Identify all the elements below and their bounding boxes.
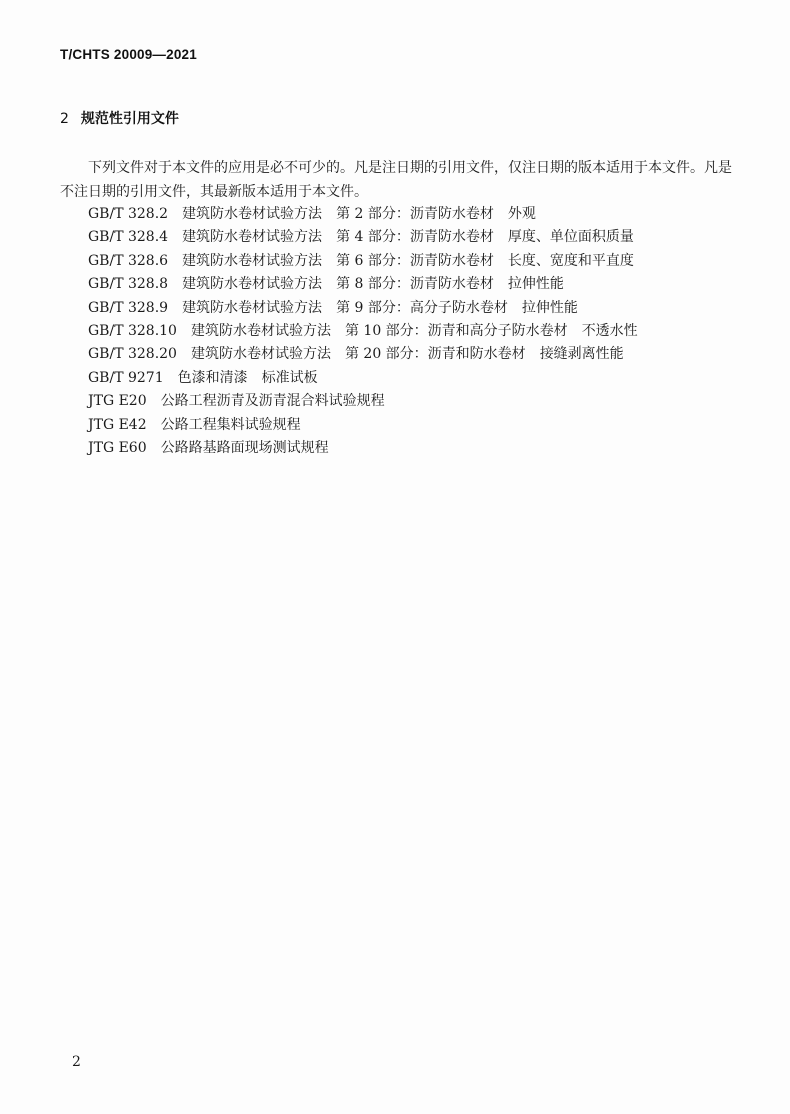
reference-title: 建筑防水卷材试验方法 xyxy=(182,276,323,293)
reference-item xyxy=(88,226,638,249)
reference-title: 建筑防水卷材试验方法 xyxy=(190,346,331,363)
reference-item xyxy=(88,367,638,390)
reference-item xyxy=(88,320,638,343)
reference-item xyxy=(88,273,638,296)
reference-title: 建筑防水卷材试验方法 xyxy=(182,229,323,246)
reference-subtitle: 拉伸性能 xyxy=(507,276,564,293)
reference-title: 公路工程沥青及沥青混合料试验规程 xyxy=(160,393,385,410)
reference-code: JTG E20 xyxy=(88,393,147,410)
reference-subtitle: 接缝剥离性能 xyxy=(539,346,624,363)
reference-part: 第 10 部分：沥青和高分子防水卷材 xyxy=(344,323,568,340)
reference-item xyxy=(88,250,638,273)
reference-part: 第 2 部分：沥青防水卷材 xyxy=(336,206,494,222)
reference-item xyxy=(88,343,638,366)
reference-item xyxy=(88,203,638,226)
reference-title: 建筑防水卷材试验方法 xyxy=(182,252,323,269)
reference-code: JTG E60 xyxy=(88,440,147,457)
reference-part: 标准试板 xyxy=(261,369,318,386)
section-heading xyxy=(60,108,179,128)
reference-subtitle: 长度、宽度和平直度 xyxy=(507,252,634,269)
reference-code: GB/T 328.2 xyxy=(88,206,169,222)
reference-title: 色漆和清漆 xyxy=(177,369,248,386)
reference-code: GB/T 9271 xyxy=(88,369,164,386)
section-number: 2 xyxy=(60,111,69,127)
reference-part: 第 8 部分：沥青防水卷材 xyxy=(336,276,494,293)
reference-subtitle: 拉伸性能 xyxy=(521,299,578,316)
reference-part: 第 20 部分：沥青和防水卷材 xyxy=(344,346,526,363)
reference-code: GB/T 328.9 xyxy=(88,299,169,316)
reference-item xyxy=(88,414,638,437)
reference-subtitle: 外观 xyxy=(507,206,536,222)
reference-title: 建筑防水卷材试验方法 xyxy=(182,206,323,222)
reference-list xyxy=(88,203,638,460)
reference-item xyxy=(88,390,638,413)
reference-subtitle: 不透水性 xyxy=(581,323,638,340)
section-title: 规范性引用文件 xyxy=(80,111,179,127)
reference-code: GB/T 328.4 xyxy=(88,229,169,246)
reference-title: 建筑防水卷材试验方法 xyxy=(190,323,331,340)
standard-code-header: T/CHTS 20009—2021 xyxy=(60,47,197,62)
reference-title: 建筑防水卷材试验方法 xyxy=(182,299,323,316)
page-number: 2 xyxy=(72,1054,81,1070)
reference-code: GB/T 328.6 xyxy=(88,252,169,269)
reference-subtitle: 厚度、单位面积质量 xyxy=(507,229,634,246)
reference-code: GB/T 328.20 xyxy=(88,346,177,363)
intro-paragraph: 下列文件对于本文件的应用是必不可少的。凡是注日期的引用文件，仅注日期的版本适用于本文件。凡是不注日期的引用文件，其最新版本适用于本文件。 xyxy=(60,160,732,200)
reference-item xyxy=(88,437,638,460)
reference-part: 第 6 部分：沥青防水卷材 xyxy=(336,252,494,269)
reference-title: 公路工程集料试验规程 xyxy=(160,416,301,433)
reference-item xyxy=(88,297,638,320)
reference-code: JTG E42 xyxy=(88,416,147,433)
reference-part: 第 4 部分：沥青防水卷材 xyxy=(336,229,494,246)
reference-title: 公路路基路面现场测试规程 xyxy=(160,440,329,457)
reference-code: GB/T 328.10 xyxy=(88,323,177,340)
reference-part: 第 9 部分：高分子防水卷材 xyxy=(336,299,508,316)
reference-code: GB/T 328.8 xyxy=(88,276,169,293)
